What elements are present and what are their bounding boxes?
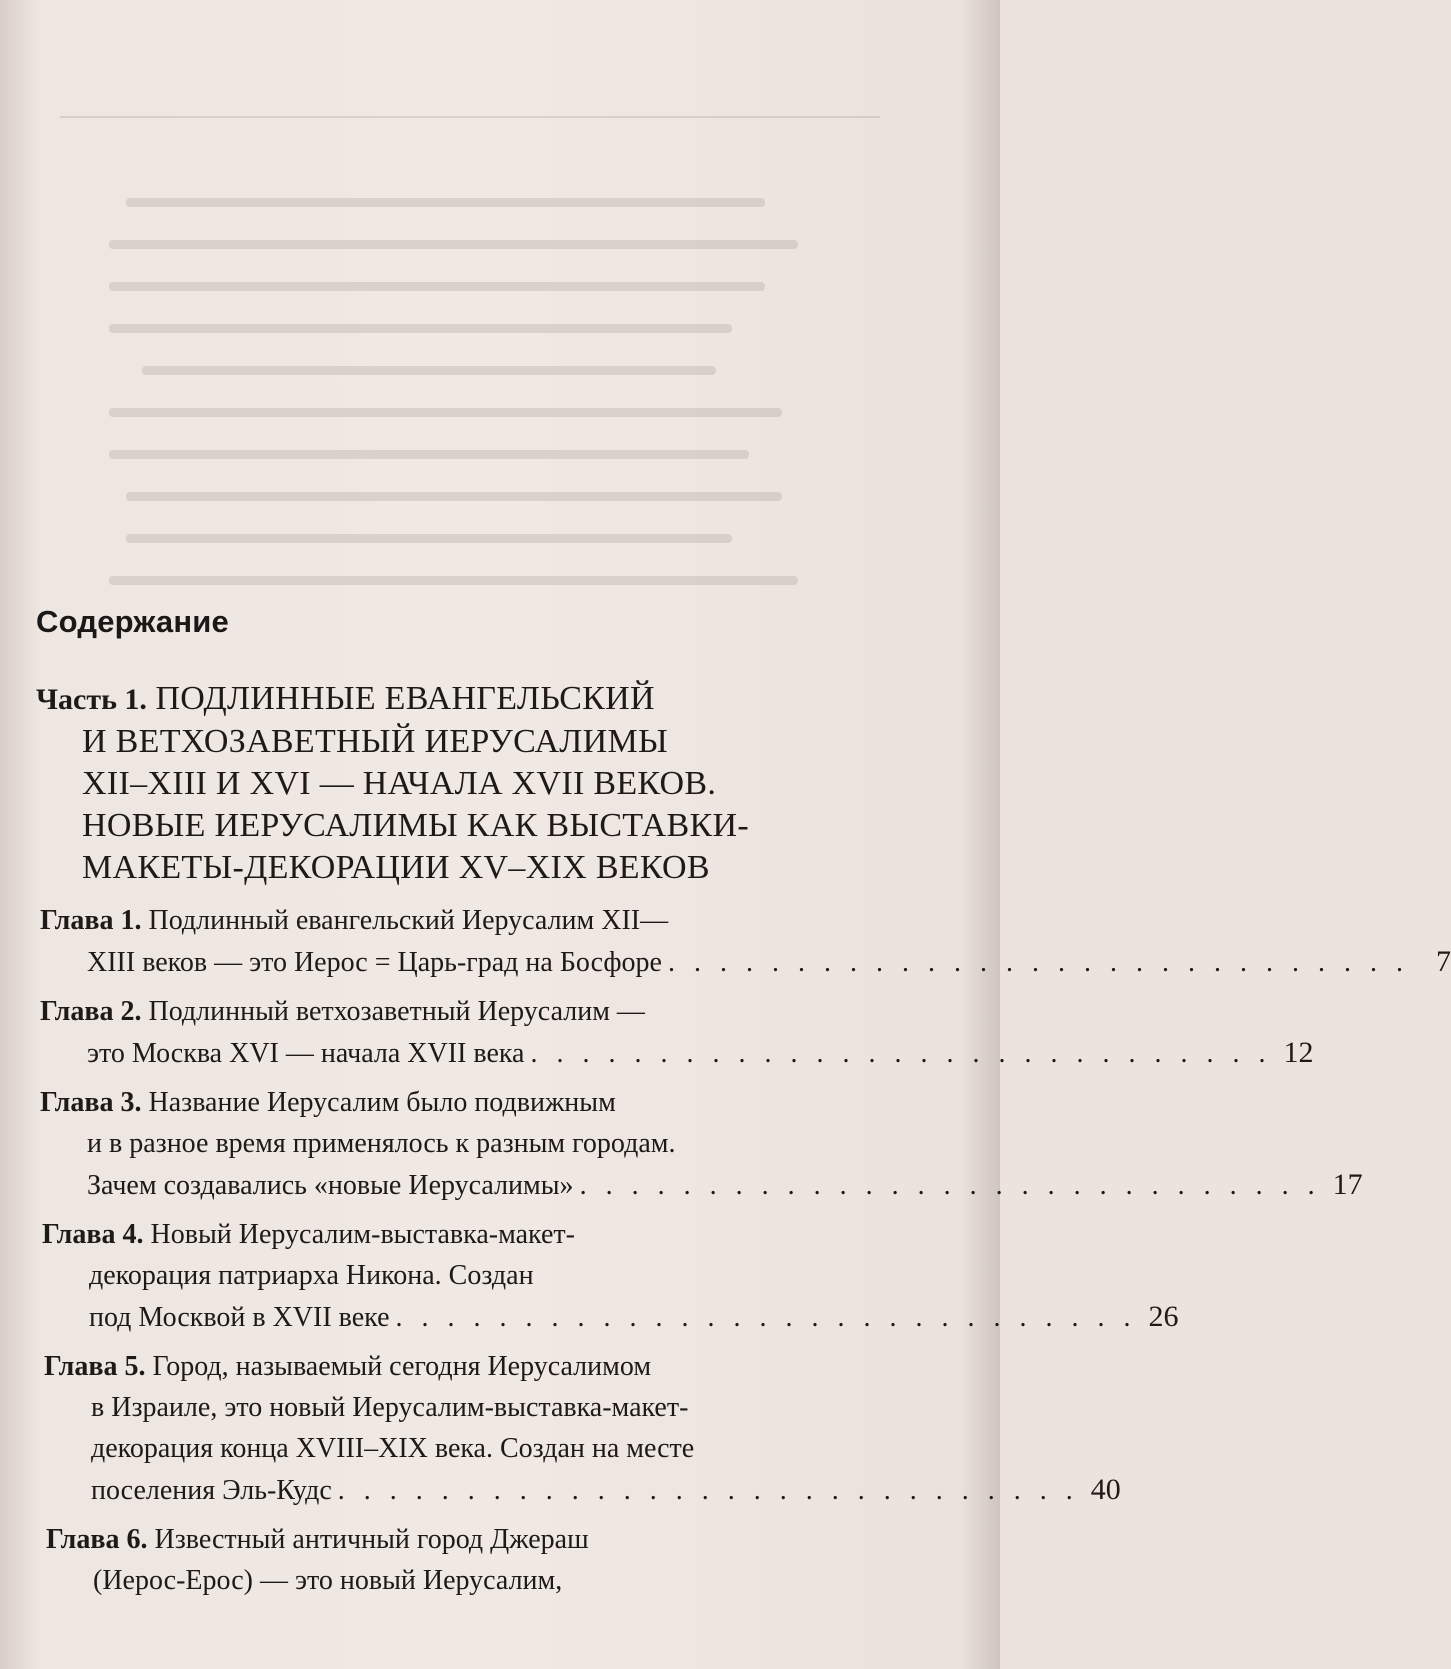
bleed-through-text xyxy=(60,80,880,640)
part-label: Часть 1. xyxy=(36,683,147,716)
part-title-line: XII–XIII И XVI — НАЧАЛА XVII ВЕКОВ. xyxy=(82,765,717,802)
toc-entry-chapter-4[interactable] xyxy=(42,1214,1179,1338)
page-number: 26 xyxy=(1148,1300,1179,1333)
part-1-entry[interactable] xyxy=(36,678,916,889)
toc-heading: Содержание xyxy=(36,604,229,639)
chapter-label: Глава 6. xyxy=(46,1524,148,1555)
chapter-title-line: Название Иерусалим было подвижным xyxy=(148,1087,616,1118)
part-title-line: НОВЫЕ ИЕРУСАЛИМЫ КАК ВЫСТАВКИ- xyxy=(82,807,749,844)
chapter-title-line: декорация конца XVIII–XIX века. Создан на месте xyxy=(91,1433,695,1464)
chapter-title-line: Известный античный город Джераш xyxy=(154,1524,589,1555)
leader-dots: . . . . . . . . . . . . . . . . . . . . . . . . . . . . . xyxy=(395,1302,1137,1333)
chapter-title-line: и в разное время применялось к разным городам. xyxy=(87,1128,676,1159)
page-number: 7 xyxy=(1435,945,1451,978)
chapter-title-line: (Иерос-Ерос) — это новый Иерусалим, xyxy=(93,1565,563,1596)
chapter-title-line: поселения Эль-Кудс xyxy=(91,1475,332,1506)
chapter-title-line: Подлинный евангельский Иерусалим XII— xyxy=(148,905,669,936)
chapter-label: Глава 1. xyxy=(40,905,142,936)
chapter-title-line: Зачем создавались «новые Иерусалимы» xyxy=(87,1170,574,1201)
chapter-label: Глава 2. xyxy=(40,996,142,1027)
part-title-line: ПОДЛИННЫЕ ЕВАНГЕЛЬСКИЙ xyxy=(155,680,655,717)
chapter-title-line: Подлинный ветхозаветный Иерусалим — xyxy=(148,996,645,1027)
chapter-title-line: Новый Иерусалим-выставка-макет- xyxy=(150,1219,575,1250)
page-number: 12 xyxy=(1283,1036,1314,1069)
part-title-line: МАКЕТЫ-ДЕКОРАЦИИ XV–XIX ВЕКОВ xyxy=(82,849,710,886)
part-title-line: И ВЕТХОЗАВЕТНЫЙ ИЕРУСАЛИМЫ xyxy=(82,723,668,760)
toc-entry-chapter-5[interactable] xyxy=(44,1346,1121,1511)
page-number: 40 xyxy=(1090,1473,1121,1506)
toc-entry-chapter-2[interactable] xyxy=(40,991,1314,1074)
page-number: 17 xyxy=(1332,1168,1363,1201)
chapter-title-line: под Москвой в XVII веке xyxy=(89,1302,390,1333)
chapter-label: Глава 3. xyxy=(40,1087,142,1118)
leader-dots: . . . . . . . . . . . . . . . . . . . . . . . . . . . . . xyxy=(579,1170,1321,1201)
chapter-title-line: XIII веков — это Иерос = Царь-град на Босфоре xyxy=(87,947,662,978)
toc-entry-chapter-1[interactable] xyxy=(40,900,1451,983)
chapter-label: Глава 5. xyxy=(44,1351,146,1382)
chapter-title-line: в Израиле, это новый Иерусалим-выставка-макет- xyxy=(91,1392,689,1423)
chapter-title-line: Город, называемый сегодня Иерусалимом xyxy=(152,1351,652,1382)
chapter-title-line: декорация патриарха Никона. Создан xyxy=(89,1260,534,1291)
leader-dots: . . . . . . . . . . . . . . . . . . . . . . . . . . . . . xyxy=(530,1038,1272,1069)
leader-dots: . . . . . . . . . . . . . . . . . . . . . . . . . . . . . xyxy=(337,1475,1079,1506)
toc-entry-chapter-6[interactable] xyxy=(46,1519,920,1601)
leader-dots: . . . . . . . . . . . . . . . . . . . . . . . . . . . . . xyxy=(667,947,1409,978)
chapter-title-line: это Москва XVI — начала XVII века xyxy=(87,1038,525,1069)
toc-entry-chapter-3[interactable] xyxy=(40,1082,1363,1206)
toc-list xyxy=(40,900,1451,1609)
chapter-label: Глава 4. xyxy=(42,1219,144,1250)
